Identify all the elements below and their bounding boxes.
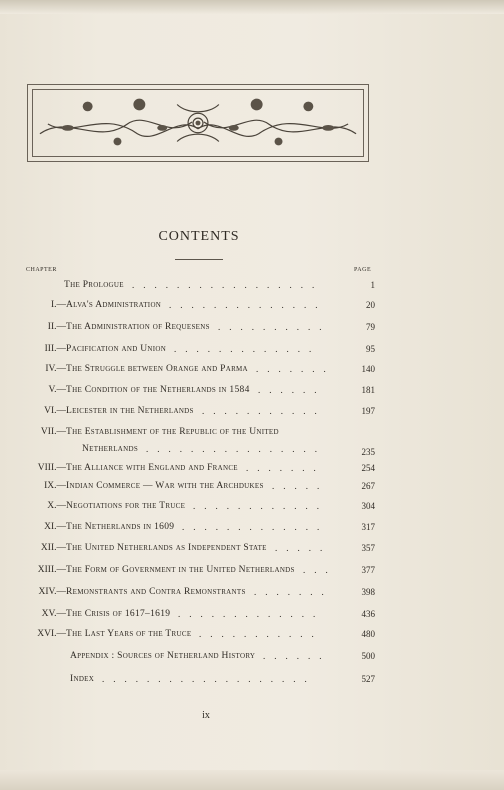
page-number: 304: [361, 501, 375, 511]
page-folio: ix: [202, 710, 210, 721]
chapter-number: II.—: [47, 322, 66, 332]
page-number: 235: [361, 447, 375, 457]
page-number: 254: [361, 463, 375, 473]
toc-entry: [0, 280, 504, 296]
page-number: 357: [361, 543, 375, 553]
chapter-title: The Administration of Requesens: [66, 322, 210, 332]
ornamental-headpiece: [27, 84, 369, 162]
chapter-number: XIII.—: [37, 565, 66, 575]
chapter-number: III.—: [44, 344, 66, 354]
chapter-number: V.—: [48, 385, 66, 395]
page-number: 95: [366, 344, 375, 354]
page-top-shadow: [0, 0, 504, 14]
toc-entry: [0, 522, 504, 538]
page-number: 1: [370, 280, 375, 290]
toc-entry: [0, 629, 504, 645]
toc-entry: [0, 364, 504, 380]
leader-dots: ......: [263, 651, 331, 661]
chapter-number: XI.—: [44, 522, 66, 532]
leader-dots: ...........: [202, 406, 326, 416]
chapter-title: The Alliance with England and France: [66, 463, 238, 473]
leader-dots: ...........: [199, 629, 323, 639]
chapter-number: XII.—: [40, 543, 66, 553]
chapter-title: The Prologue: [64, 280, 124, 290]
chapter-title: The Struggle between Orange and Parma: [66, 364, 248, 374]
floral-ornament-icon: [28, 85, 368, 161]
leader-dots: .......: [246, 463, 325, 473]
chapter-number: XV.—: [41, 609, 66, 619]
toc-entry: [0, 651, 504, 667]
chapter-title: The Form of Government in the United Netherlands: [66, 565, 295, 575]
chapter-title: The United Netherlands as Independent State: [66, 543, 267, 553]
heading-rule: [175, 259, 223, 260]
leader-dots: ...: [303, 565, 337, 575]
chapter-title: The Crisis of 1617–1619: [66, 609, 171, 619]
leader-dots: .............: [178, 609, 325, 619]
toc-entry: [0, 406, 504, 422]
chapter-number: VII.—: [40, 427, 66, 437]
toc-entry: [0, 463, 504, 479]
chapter-title: Index: [70, 674, 95, 684]
page-number: 20: [366, 300, 375, 310]
page-number: 317: [361, 522, 375, 532]
chapter-number: VI.—: [44, 406, 66, 416]
page-number: 377: [361, 565, 375, 575]
leader-dots: .................: [132, 280, 324, 290]
toc-entry: [0, 587, 504, 603]
page-number: 79: [366, 322, 375, 332]
toc-entry: [0, 300, 504, 316]
page-number: 398: [361, 587, 375, 597]
toc-entry: [0, 501, 504, 517]
page-number: 527: [361, 674, 375, 684]
leader-dots: .............: [174, 344, 321, 354]
chapter-number: IX.—: [44, 481, 66, 491]
chapter-title: The Condition of the Netherlands in 1584: [66, 385, 250, 395]
page-bottom-edge: [0, 770, 504, 790]
leader-dots: .......: [256, 364, 335, 374]
chapter-number: I.—: [50, 300, 66, 310]
toc-entry: [0, 481, 504, 497]
page-number: 480: [361, 629, 375, 639]
toc-entry: [0, 543, 504, 559]
chapter-title: Appendix : Sources of Netherland History: [70, 651, 256, 661]
chapter-number: IV.—: [45, 364, 66, 374]
toc-entry: [0, 322, 504, 338]
chapter-title: Leicester in the Netherlands: [66, 406, 194, 416]
toc-entry: [0, 609, 504, 625]
toc-entry: [0, 385, 504, 401]
page-number: 181: [361, 385, 375, 395]
leader-dots: .....: [275, 543, 332, 553]
toc-entry: [0, 674, 504, 690]
chapter-title: The Last Years of the Truce: [66, 629, 192, 639]
leader-dots: ......: [258, 385, 326, 395]
contents-heading: CONTENTS: [158, 229, 240, 244]
leader-dots: ..............: [169, 300, 327, 310]
leader-dots: ............: [193, 501, 328, 511]
toc-entry: [0, 565, 504, 581]
chapter-title-continued: Netherlands: [82, 444, 139, 454]
chapter-title: The Establishment of the Republic of the United: [66, 427, 279, 437]
toc-entry: [0, 344, 504, 360]
page-column-label: PAGE: [354, 267, 372, 273]
leader-dots: .....: [272, 481, 329, 491]
leader-dots: ................: [146, 444, 326, 454]
leader-dots: .............: [182, 522, 329, 532]
page-number: 197: [361, 406, 375, 416]
chapter-number: VIII.—: [37, 463, 66, 473]
chapter-title: Negotiations for the Truce: [66, 501, 186, 511]
chapter-title: Alva's Administration: [66, 300, 162, 310]
chapter-title: Remonstrants and Contra Remonstrants: [66, 587, 246, 597]
leader-dots: ..........: [218, 322, 331, 332]
leader-dots: .......: [254, 587, 333, 597]
chapter-title: The Netherlands in 1609: [66, 522, 175, 532]
chapter-number: XVI.—: [37, 629, 66, 639]
page-number: 500: [361, 651, 375, 661]
page-number: 140: [361, 364, 375, 374]
chapter-title: Indian Commerce — War with the Archdukes: [66, 481, 264, 491]
toc-entry: [0, 427, 504, 457]
page-number: 267: [361, 481, 375, 491]
page-number: 436: [361, 609, 375, 619]
chapter-number: XIV.—: [38, 587, 66, 597]
chapter-number: X.—: [47, 501, 66, 511]
leader-dots: ...................: [102, 674, 316, 684]
chapter-title: Pacification and Union: [66, 344, 167, 354]
chapter-column-label: CHAPTER: [26, 267, 57, 273]
